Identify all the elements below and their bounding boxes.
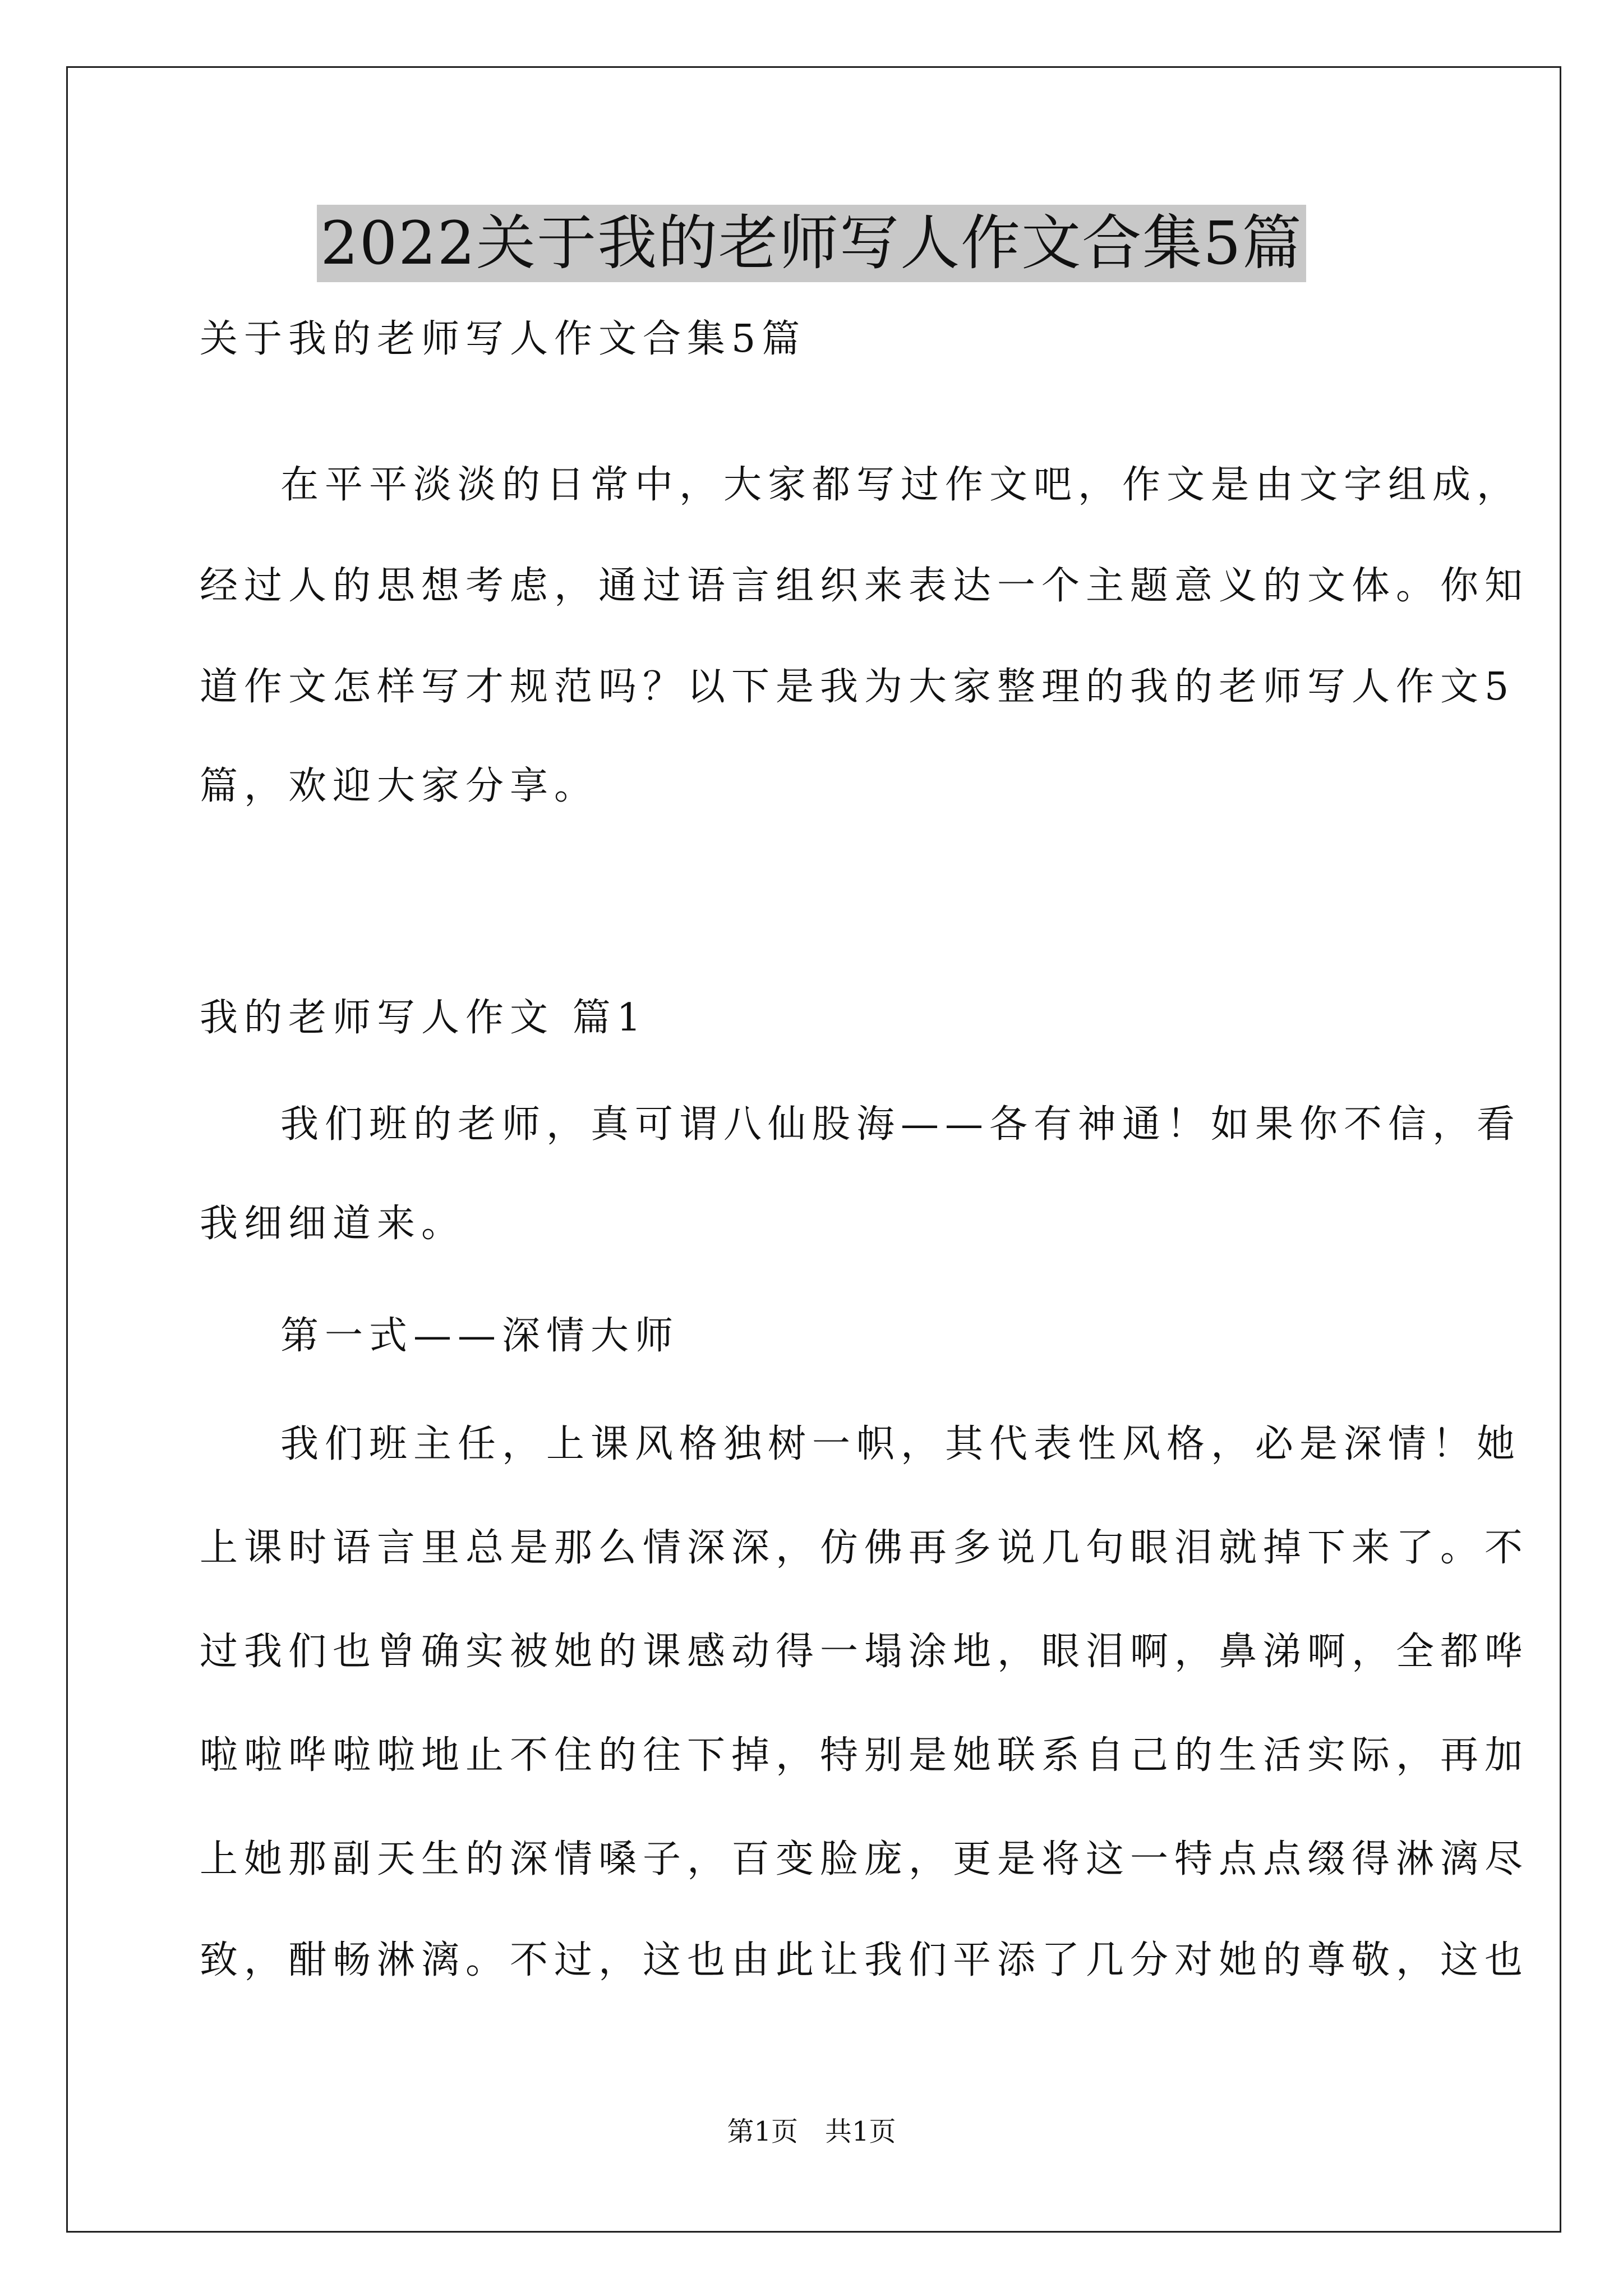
paragraph-line: 我们班的老师，真可谓八仙股海——各有神通！如果你不信，看 <box>280 1102 1521 1147</box>
paragraph-line: 道作文怎样写才规范吗？以下是我为大家整理的我的老师写人作文5 <box>200 665 1515 709</box>
paragraph-line: 我细细道来。 <box>200 1202 466 1246</box>
section-heading: 我的老师写人作文 篇1 <box>200 996 647 1040</box>
paragraph-line: 篇，欢迎大家分享。 <box>200 764 599 808</box>
page-footer: 第1页 共1页 <box>727 2116 896 2147</box>
paragraph-line: 上课时语言里总是那么情深深，仿佛再多说几句眼泪就掉下来了。不 <box>200 1526 1529 1570</box>
paragraph-line: 第一式——深情大师 <box>280 1314 680 1358</box>
paragraph-line: 经过人的思想考虑，通过语言组织来表达一个主题意义的文体。你知 <box>200 564 1529 608</box>
paragraph-line: 我们班主任，上课风格独树一帜，其代表性风格，必是深情！她 <box>280 1422 1521 1466</box>
paragraph-line: 上她那副天生的深情嗓子，百变脸庞，更是将这一特点点缀得淋漓尽 <box>200 1837 1529 1881</box>
paragraph-line: 致，酣畅淋漓。不过，这也由此让我们平添了几分对她的尊敬，这也 <box>200 1938 1529 1982</box>
paragraph-line: 啦啦哗啦啦地止不住的往下掉，特别是她联系自己的生活实际，再加 <box>200 1733 1529 1778</box>
paragraph-line: 过我们也曾确实被她的课感动得一塌涂地，眼泪啊，鼻涕啊，全都哗 <box>200 1630 1529 1674</box>
subtitle-line: 关于我的老师写人作文合集5篇 <box>200 317 806 361</box>
title-container <box>0 205 1623 282</box>
document-title: 2022关于我的老师写人作文合集5篇 <box>317 205 1306 282</box>
paragraph-line: 在平平淡淡的日常中，大家都写过作文吧，作文是由文字组成， <box>280 463 1521 507</box>
